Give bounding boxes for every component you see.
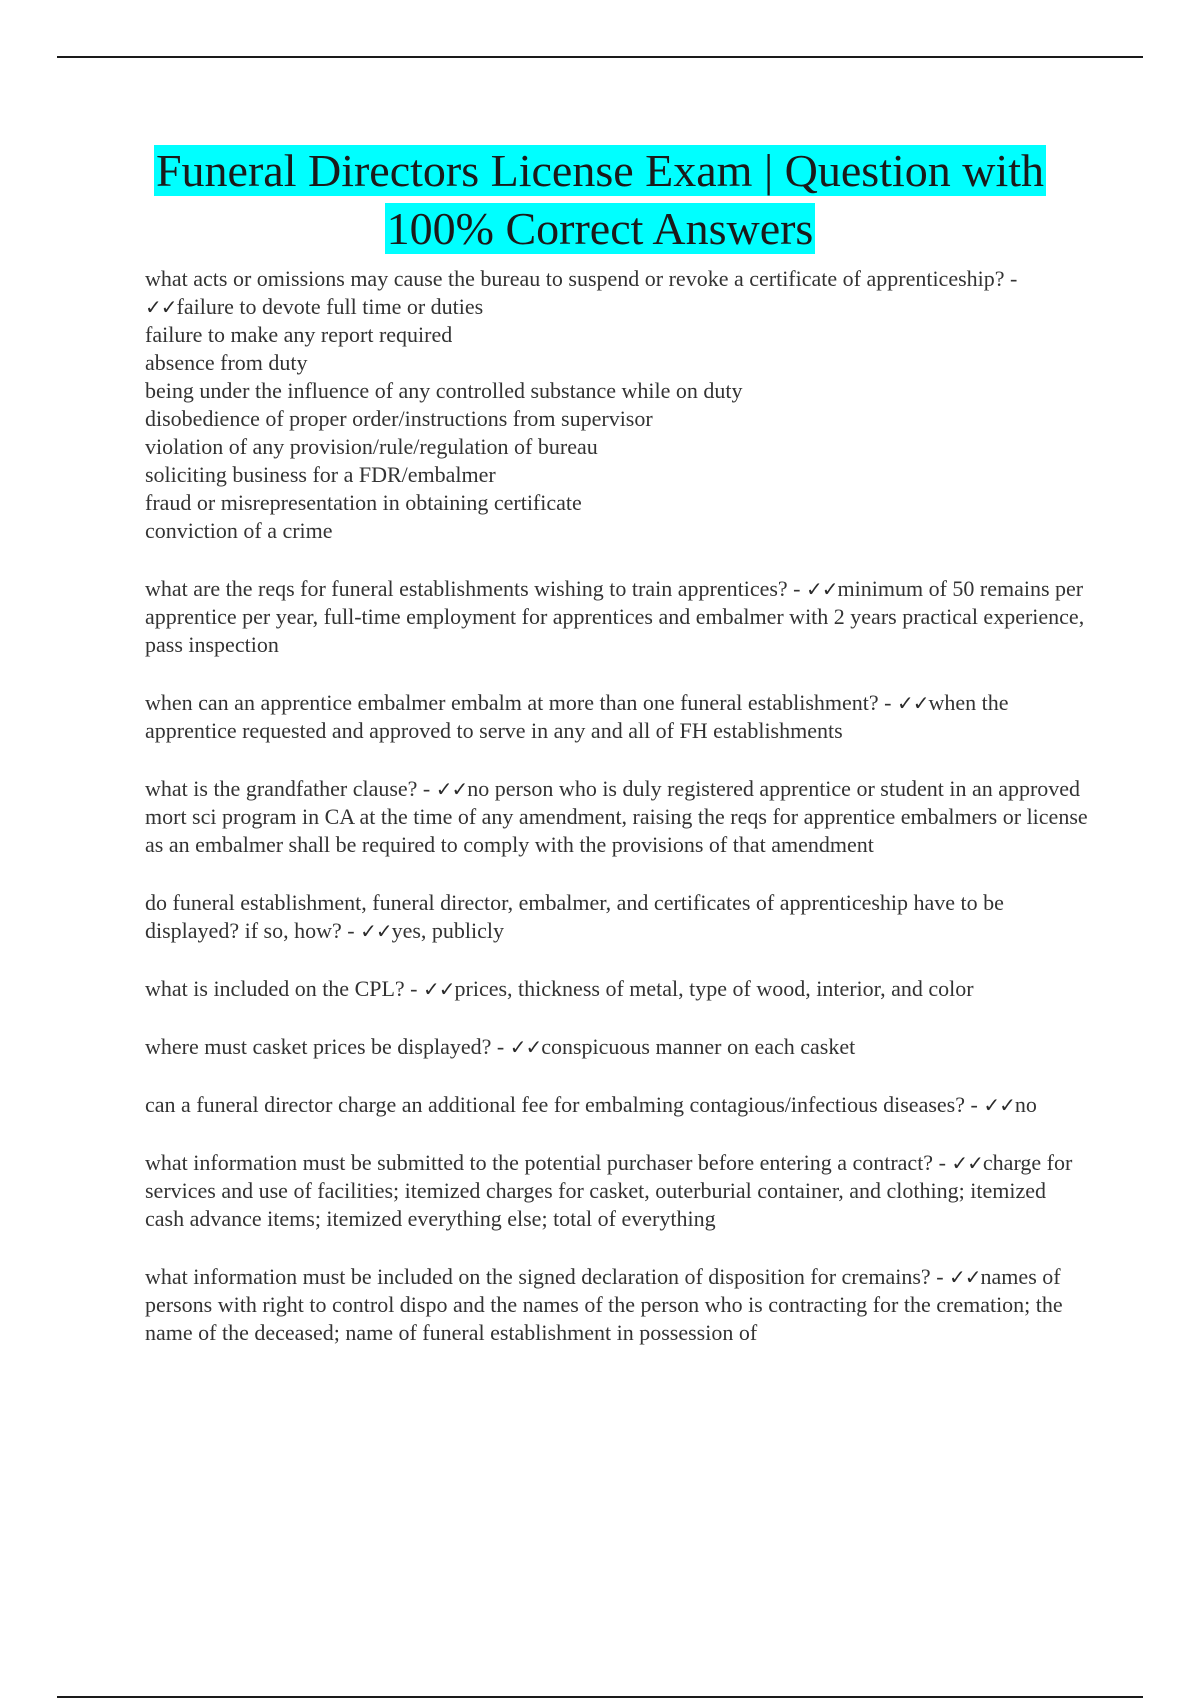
qa-item [145, 775, 1090, 859]
question-text: what is included on the CPL? - [145, 976, 424, 1001]
answer-line: fraud or misrepresentation in obtaining certificate [145, 490, 582, 515]
answer-text: yes, publicly [391, 918, 505, 943]
qa-item [145, 975, 1090, 1003]
title-line-2: 100% Correct Answers [386, 203, 814, 254]
answer-text: conspicuous manner on each casket [541, 1034, 856, 1059]
question-text: can a funeral director charge an additional fee for embalming contagious/infectious diseases? - [145, 1092, 984, 1117]
qa-item [145, 1263, 1090, 1347]
double-check-icon: ✓✓ [983, 1093, 1015, 1117]
question-text: what are the reqs for funeral establishments wishing to train apprentices? - [145, 576, 806, 601]
document-title [100, 142, 1100, 258]
answer-line: absence from duty [145, 350, 308, 375]
qa-item [145, 265, 1090, 545]
answer-line: violation of any provision/rule/regulation of bureau [145, 434, 598, 459]
double-check-icon: ✓✓ [951, 1151, 983, 1175]
question-text: what is the grandfather clause? - [145, 776, 436, 801]
answer-text: no person who is duly registered apprentice or student in an approved mort sci program in CA at the time of any amendment, raising the reqs for apprentice embalmers or license as an embalmer shall be required to comply with the provisions of that amendment [145, 776, 1088, 857]
answer-text: prices, thickness of metal, type of wood, interior, and color [454, 976, 974, 1001]
answer-line: soliciting business for a FDR/embalmer [145, 462, 496, 487]
double-check-icon: ✓✓ [806, 577, 838, 601]
double-check-icon: ✓✓ [423, 977, 455, 1001]
top-rule [57, 56, 1143, 58]
double-check-icon: ✓✓ [896, 691, 929, 715]
double-check-icon: ✓✓ [145, 295, 177, 319]
question-text: what information must be included on the signed declaration of disposition for cremains? - [145, 1264, 950, 1289]
answer-text: when the apprentice requested and approved to serve in any and all of FH establishments [145, 690, 1009, 743]
answer-text: failure to devote full time or duties [176, 294, 484, 319]
qa-item [145, 889, 1090, 945]
answer-line: failure to make any report required [145, 322, 453, 347]
answer-line: being under the influence of any controlled substance while on duty [145, 378, 743, 403]
qa-item [145, 1091, 1090, 1119]
bottom-rule [57, 1696, 1143, 1698]
title-line-1: Funeral Directors License Exam | Question with [155, 145, 1045, 196]
qa-item [145, 1033, 1090, 1061]
qa-list [145, 265, 1090, 1377]
answer-line: disobedience of proper order/instructions from supervisor [145, 406, 653, 431]
answer-text: no [1014, 1092, 1037, 1117]
qa-item [145, 1149, 1090, 1233]
answer-line: conviction of a crime [145, 518, 333, 543]
question-text: what acts or omissions may cause the bureau to suspend or revoke a certificate of apprenticeship? - [145, 266, 1018, 291]
double-check-icon: ✓✓ [949, 1265, 981, 1289]
question-text: what information must be submitted to the potential purchaser before entering a contract? - [145, 1150, 952, 1175]
qa-item [145, 689, 1090, 745]
double-check-icon: ✓✓ [360, 919, 392, 943]
question-text: when can an apprentice embalmer embalm at more than one funeral establishment? - [145, 690, 897, 715]
double-check-icon: ✓✓ [509, 1035, 542, 1059]
question-text: where must casket prices be displayed? - [145, 1034, 510, 1059]
answer-text: minimum of 50 remains per apprentice per year, full-time employment for apprentices and embalmer with 2 years practical experience, pass inspection [145, 576, 1085, 657]
qa-item [145, 575, 1090, 659]
double-check-icon: ✓✓ [435, 777, 468, 801]
answer-text: charge for services and use of facilities; itemized charges for casket, outerburial container, and clothing; itemized cash advance items; itemized everything else; total of everything [145, 1150, 1073, 1231]
answer-text: names of persons with right to control dispo and the names of the person who is contracting for the cremation; the name of the deceased; name of funeral establishment in possession of [145, 1264, 1063, 1345]
question-text: do funeral establishment, funeral director, embalmer, and certificates of apprenticeship have to be displayed? if so, how? - [145, 890, 1004, 943]
